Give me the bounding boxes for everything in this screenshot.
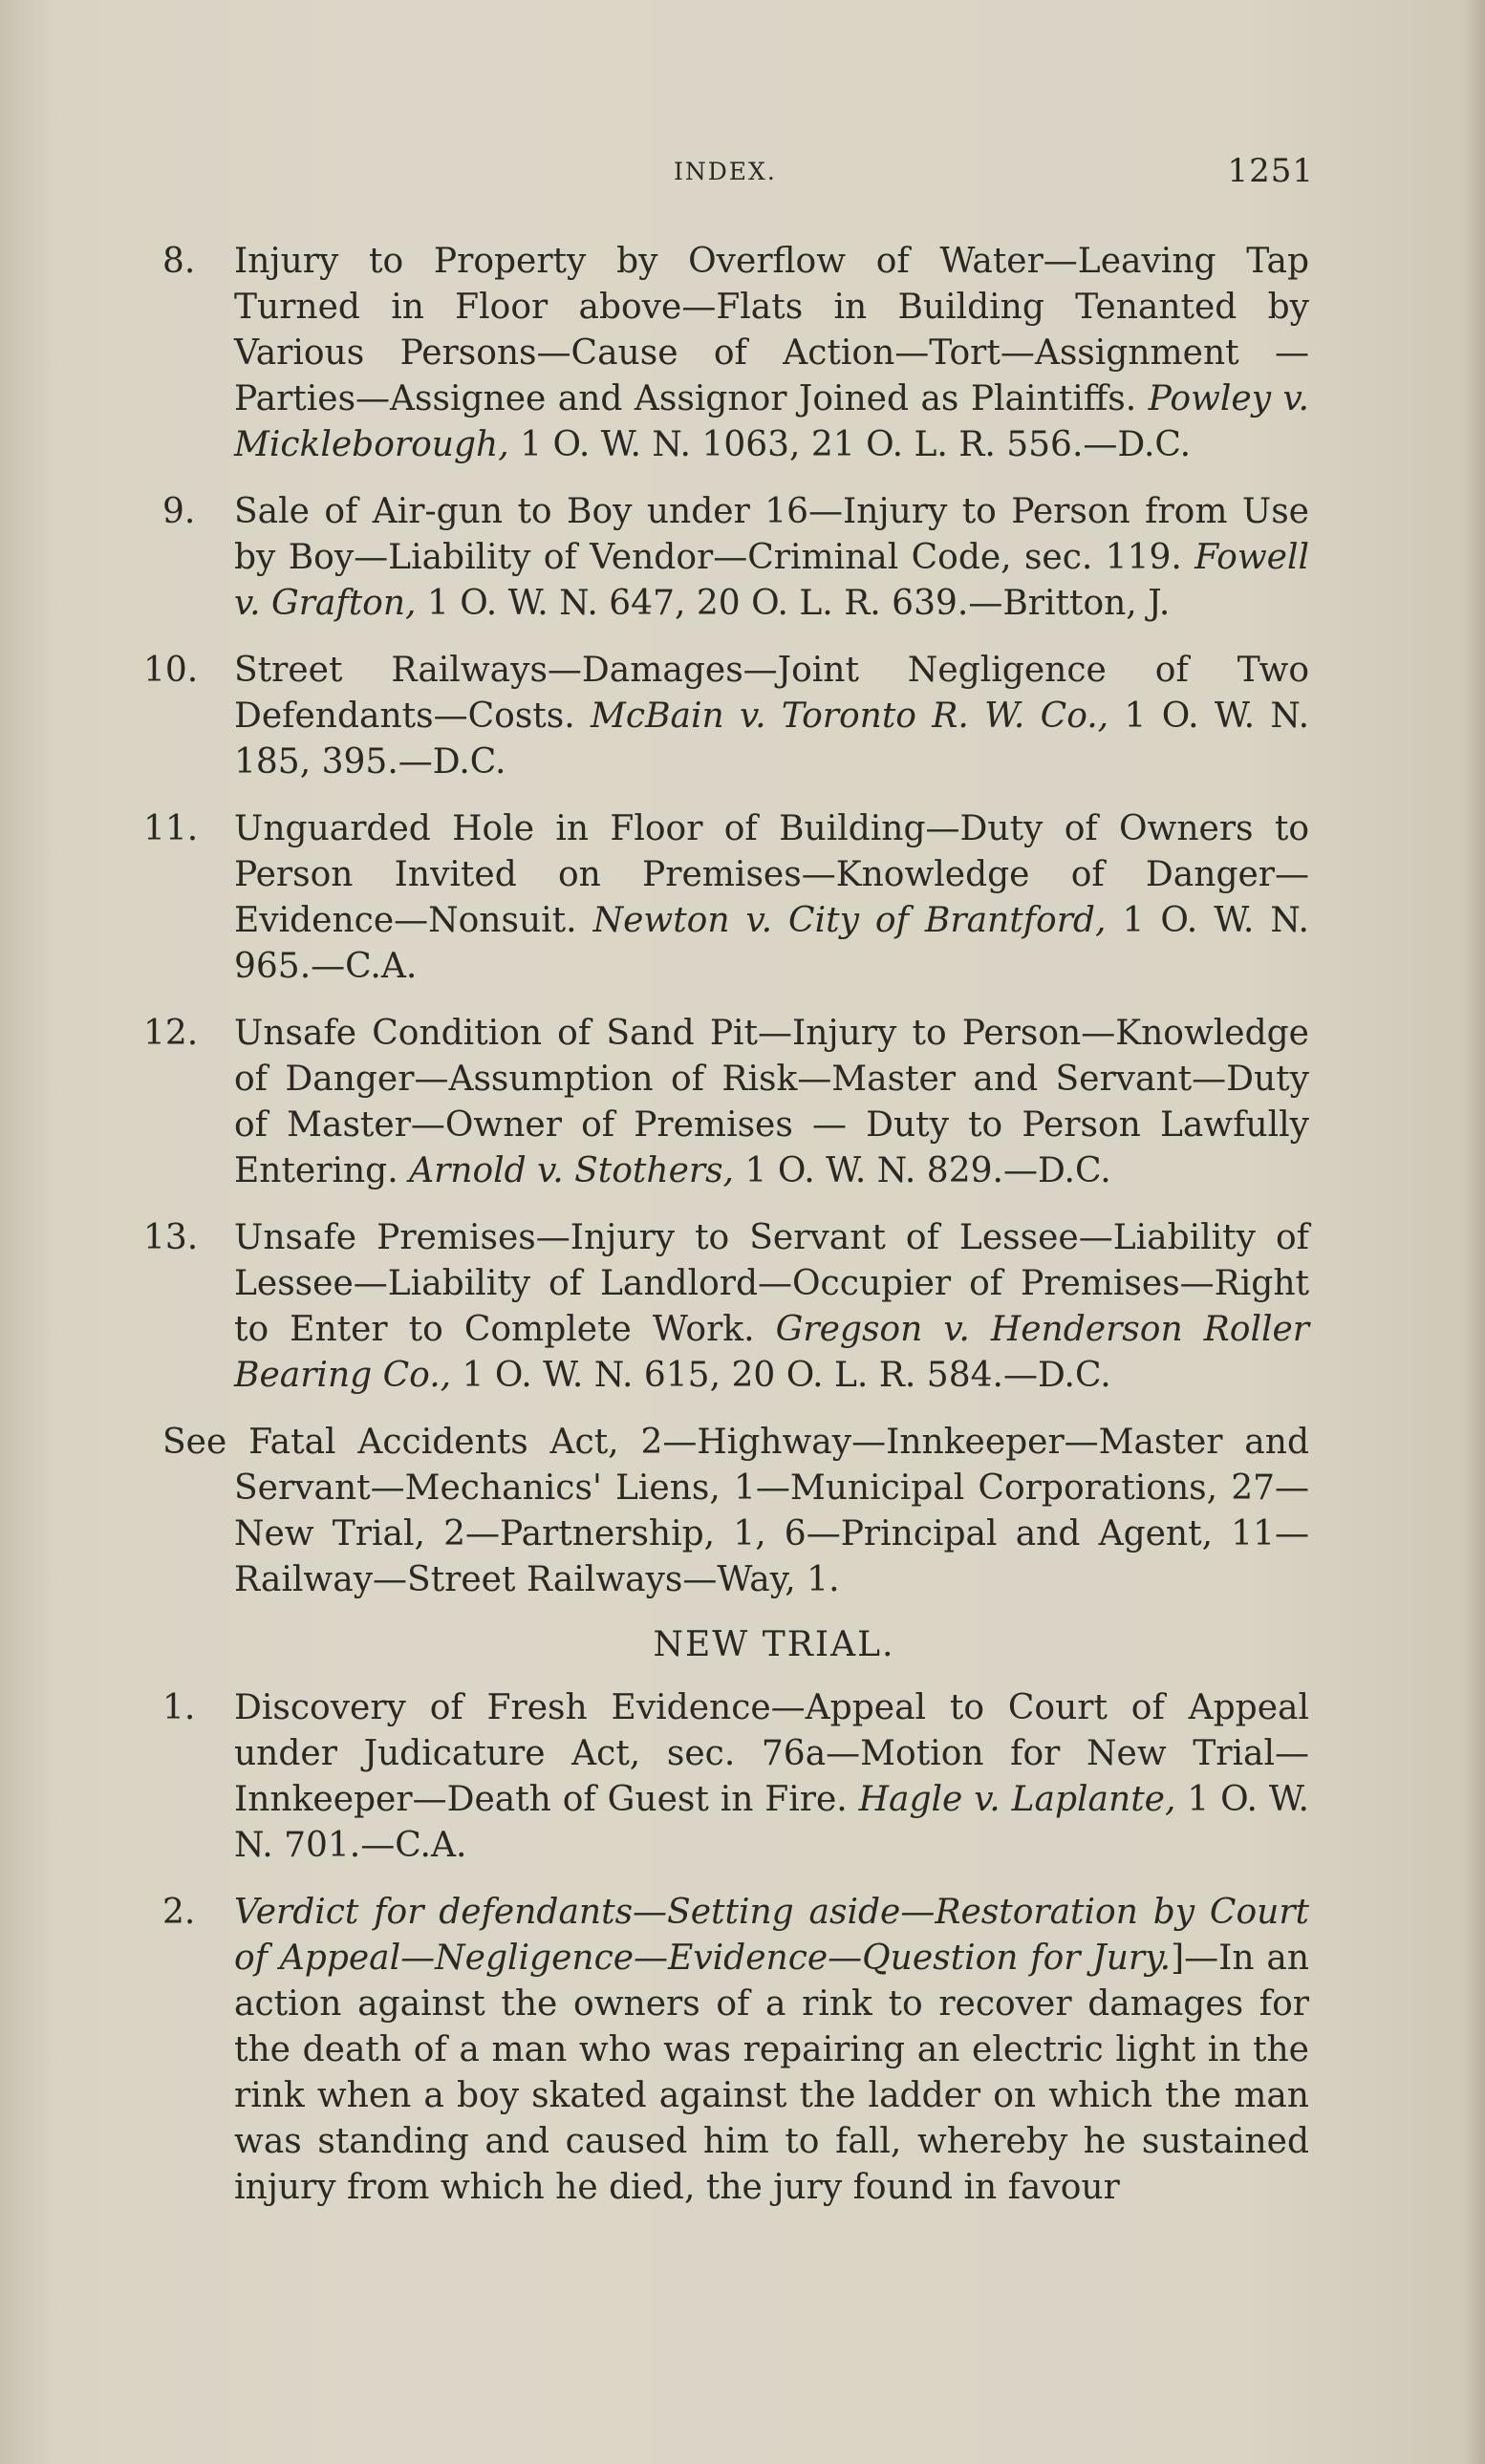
entry-number: 8.	[162, 242, 196, 281]
index-entry-11	[143, 806, 1309, 990]
index-entry-13	[143, 1215, 1309, 1399]
entry-text: Street Railways—Damages—Joint Negligence of Two Defendants—Costs.	[234, 651, 1309, 736]
entry-number: 11.	[143, 809, 199, 848]
entry-text: Unguarded Hole in Floor of Building—Duty of Owners to Person Invited on Premises—Knowledge of Danger—Evidence—Nonsuit.	[234, 809, 1309, 940]
entry-text: Unsafe Premises—Injury to Servant of Lessee—Liability of Lessee—Liability of Landlord—Occupier of Premises—Right to Enter to Complete Work.	[234, 1218, 1309, 1349]
entry-text: Discovery of Fresh Evidence—Appeal to Court of Appeal under Judicature Act, sec. 76a—Motion for New Trial—Innkeeper—Death of Guest in Fire.	[234, 1688, 1309, 1819]
entry-number: 10.	[143, 651, 199, 690]
entry-text: Unsafe Condition of Sand Pit—Injury to Person—Knowledge of Danger—Assumption of Risk—Master and Servant—Duty of Master—Owner of Premises — Duty to Person Lawfully Entering.	[234, 1014, 1309, 1190]
entry-case-name: Newton v. City of Brantford,	[592, 901, 1107, 940]
entry-case-name: Hagle v. Laplante,	[858, 1780, 1176, 1819]
entry-number: 2.	[162, 1893, 196, 1932]
entry-citation: 1 O. W. N. 615, 20 O. L. R. 584.—D.C.	[462, 1356, 1111, 1395]
entry-case-name: McBain v. Toronto R. W. Co.,	[591, 696, 1109, 736]
entry-text: ]—In an action against the owners of a rink to recover damages for the death of a man who was repairing an electric light in the rink when a boy skated against the ladder on which the man was standing and caused him to fall, whereby he sustained injury from which he died, the jury found in favour	[234, 1939, 1309, 2207]
entry-case-name: Powley v. Mickleborough,	[234, 379, 1309, 464]
index-entry-9	[162, 489, 1309, 627]
entry-citation: 1 O. W. N. 701.—C.A.	[234, 1780, 1309, 1865]
entry-text: Injury to Property by Overflow of Water—Leaving Tap Turned in Floor above—Flats in Building Tenanted by Various Persons—Cause of Action—Tort—Assignment — Parties—Assignee and Assignor Joined as Plaintiffs.	[234, 242, 1309, 418]
book-spine-edge	[1464, 0, 1485, 2464]
see-also-reference: See Fatal Accidents Act, 2—Highway—Innkeeper—Master and Servant—Mechanics' Liens, 1—Municipal Corporations, 27—New Trial, 2—Partnership, 1, 6—Principal and Agent, 11—Railway—Street Railways—Way, 1.	[162, 1423, 1309, 1599]
index-entry-12	[143, 1011, 1309, 1194]
entry-number: 1.	[162, 1688, 196, 1727]
entry-headnote: Verdict for defendants—Setting aside—Restoration by Court of Appeal—Negligence—Evidence—Question for Jury.	[234, 1893, 1309, 1978]
entry-citation: 1 O. W. N. 185, 395.—D.C.	[234, 696, 1310, 782]
entry-citation: 1 O. W. N. 647, 20 O. L. R. 639.—Britton, J.	[426, 584, 1171, 623]
entry-case-name: Gregson v. Henderson Roller Bearing Co.,	[234, 1310, 1309, 1395]
entry-text: Sale of Air-gun to Boy under 16—Injury to Person from Use by Boy—Liability of Vendor—Criminal Code, sec. 119.	[234, 492, 1309, 577]
running-head-title: INDEX.	[674, 158, 777, 185]
entry-number: 9.	[162, 492, 196, 531]
entry-case-name: Fowell v. Grafton,	[234, 538, 1309, 623]
running-head	[153, 152, 1314, 196]
entry-citation: 1 O. W. N. 829.—D.C.	[744, 1151, 1111, 1190]
index-content	[143, 239, 1310, 2232]
section-heading: NEW TRIAL.	[653, 1625, 895, 1664]
page-number: 1251	[1227, 152, 1314, 190]
index-entry-10	[143, 648, 1310, 785]
entry-citation: 1 O. W. N. 1063, 21 O. L. R. 556.—D.C.	[520, 425, 1192, 464]
entry-number: 12.	[143, 1014, 199, 1053]
new-trial-entry-2	[162, 1890, 1309, 2211]
new-trial-entry-1	[162, 1685, 1309, 1869]
entry-number: 13.	[143, 1218, 199, 1257]
entry-case-name: Arnold v. Stothers,	[409, 1151, 735, 1190]
index-entry-8	[162, 239, 1309, 468]
entry-citation: 1 O. W. N. 965.—C.A.	[234, 901, 1309, 986]
